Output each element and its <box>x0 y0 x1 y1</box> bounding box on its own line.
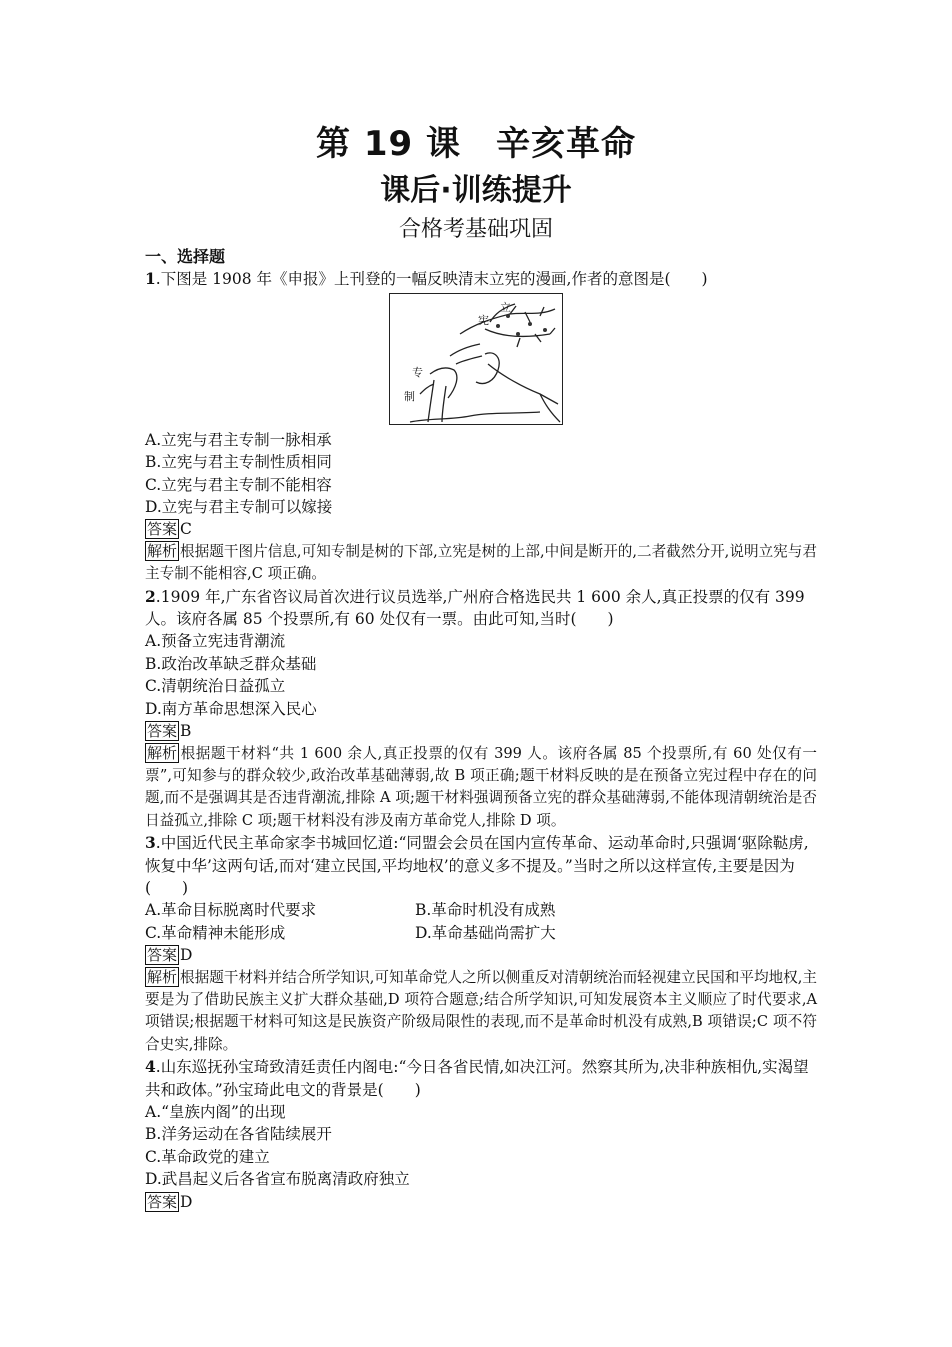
question-3 <box>145 832 817 899</box>
figure-label-top2: 宪 <box>478 313 489 327</box>
option-a: A.预备立宪违背潮流 <box>145 632 286 651</box>
option-c: C.立宪与君主专制不能相容 <box>145 475 332 494</box>
option-c: C.革命政党的建立 <box>145 1147 270 1166</box>
option-b: B.政治改革缺乏群众基础 <box>145 654 317 673</box>
explanation <box>145 743 817 833</box>
answer-tag: 答案 <box>147 722 178 741</box>
option-d: D.革命基础尚需扩大 <box>415 923 556 942</box>
question-number: 4 <box>145 1057 156 1077</box>
option-b: B.洋务运动在各省陆续展开 <box>145 1125 332 1144</box>
question-number: 3 <box>145 833 156 853</box>
option-d: D.南方革命思想深入民心 <box>145 699 317 718</box>
answer-line <box>145 518 817 540</box>
part-heading: 一、选择题 <box>145 247 226 266</box>
figure-label-top: 立 <box>500 300 511 314</box>
question-number: 2 <box>145 586 156 606</box>
explanation-text: 根据题干材料“共 1 600 余人,真正投票的仅有 399 人。该府各属 85 个投票所,有 60 处仅有一票”,可知参与的群众较少,政治改革基础薄弱,故 B 项正确;题干材料反映的是在预备立宪过程中存在的问题,而不是强调其是否违背潮流,排除 A 项;题干材料强调预备立宪的群众基础薄弱,不能体现清朝统治是否日益孤立,排除 C 项;题干材料没有涉及南方革命党人,排除 D 项。 <box>145 744 817 829</box>
answer-tag: 答案 <box>147 1192 178 1211</box>
answer-value: D <box>180 1192 193 1211</box>
question-1 <box>145 268 817 290</box>
option-a: A.立宪与君主专制一脉相承 <box>145 430 332 449</box>
explanation-text: 根据题干材料并结合所学知识,可知革命党人之所以侧重反对清朝统治而轻视建立民国和平均地权,主要是为了借助民族主义扩大群众基础,D 项符合题意;结合所学知识,可知发展资本主义顺应了时代要求,A 项错误;根据题干材料可知这是民族资产阶级局限性的表现,而不是革命时机没有成熟,B 项错误;C 项不符合史实,排除。 <box>145 968 817 1053</box>
explanation-text: 根据题干图片信息,可知专制是树的下部,立宪是树的上部,中间是断开的,二者截然分开,说明立宪与君主专制不能相容,C 项正确。 <box>145 542 817 583</box>
cartoon-figure <box>389 293 563 425</box>
answer-value: C <box>180 520 192 539</box>
explain-tag: 解析 <box>147 541 178 560</box>
answer-tag: 答案 <box>147 520 178 539</box>
option-grid <box>145 899 817 944</box>
explanation <box>145 967 817 1057</box>
answer-value: B <box>180 722 192 741</box>
figure-label-bottom: 专 <box>412 365 423 379</box>
option-a: A.“皇族内阁”的出现 <box>145 1103 286 1121</box>
question-list <box>145 246 817 1213</box>
explain-tag: 解析 <box>147 743 178 762</box>
question-number: 1 <box>145 269 156 289</box>
lesson-subtitle: 课后·训练提升 <box>380 173 572 208</box>
figure-label-bottom2: 制 <box>404 389 415 403</box>
answer-line <box>145 1191 817 1213</box>
option-d: D.武昌起义后各省宣布脱离清政府独立 <box>145 1170 410 1189</box>
question-stem: .中国近代民主革命家李书城回忆道:“同盟会会员在国内宣传革命、运动革命时,只强调‘驱除鞑虏,恢复中华’这两句话,而对‘建立民国,平均地权’的意义多不提及。”当时之所以这样宣传,主要是因为( ) <box>145 834 809 897</box>
section-title: 合格考基础巩固 <box>398 217 553 242</box>
question-stem: .下图是 1908 年《申报》上刊登的一幅反映清末立宪的漫画,作者的意图是( ) <box>155 270 708 289</box>
tree-cartoon-image <box>390 294 562 424</box>
option-c: C.革命精神未能形成 <box>145 923 286 942</box>
question-4 <box>145 1056 817 1101</box>
option-b: B.革命时机没有成熟 <box>415 901 556 920</box>
answer-line <box>145 720 817 742</box>
option-d: D.立宪与君主专制可以嫁接 <box>145 498 333 517</box>
lesson-title: 第 19 课 辛亥革命 <box>316 124 636 164</box>
question-2 <box>145 586 817 631</box>
explain-tag: 解析 <box>147 967 178 986</box>
answer-line <box>145 944 817 966</box>
option-a: A.革命目标脱离时代要求 <box>145 901 317 920</box>
explanation <box>145 541 817 586</box>
answer-value: D <box>180 946 193 965</box>
option-c: C.清朝统治日益孤立 <box>145 677 286 696</box>
question-stem: .1909 年,广东省咨议局首次进行议员选举,广州府合格选民共 1 600 余人,真正投票的仅有 399 人。该府各属 85 个投票所,有 60 处仅有一票。由此可知,当时( ) <box>145 587 805 629</box>
option-b: B.立宪与君主专制性质相同 <box>145 453 332 472</box>
question-stem: .山东巡抚孙宝琦致清廷责任内阁电:“今日各省民情,如决江河。然察其所为,决非种族相仇,实渴望共和政体。”孙宝琦此电文的背景是( ) <box>145 1058 809 1099</box>
answer-tag: 答案 <box>147 946 178 965</box>
